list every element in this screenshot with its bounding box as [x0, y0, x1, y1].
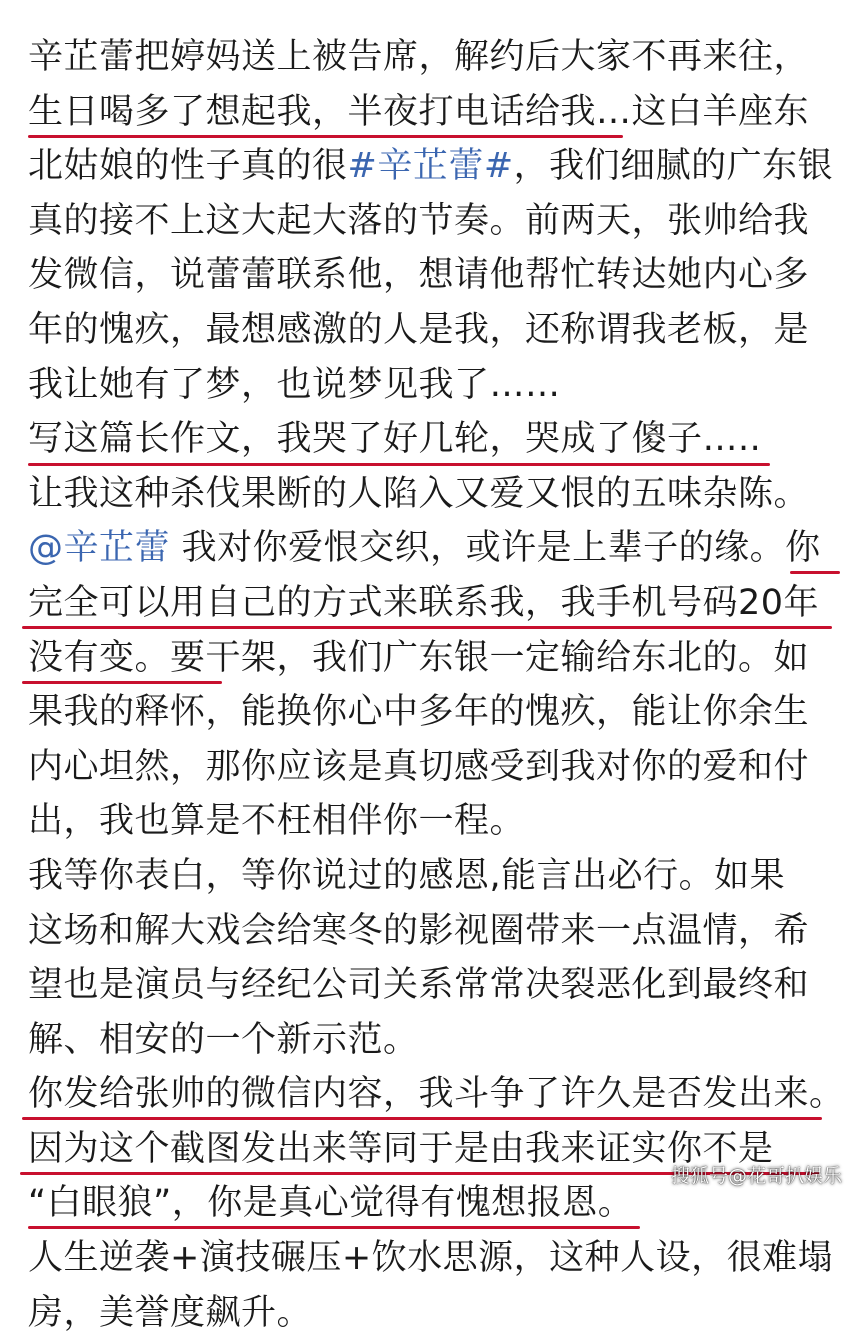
text-segment: 出，我也算是不枉相伴你一程。 — [28, 801, 526, 842]
red-underline — [22, 626, 832, 629]
mention-link[interactable]: @辛芷蕾 — [28, 528, 171, 569]
text-line-12 — [28, 631, 843, 686]
text-segment: 写这篇长作文，我哭了好几轮，哭成了傻子….. — [28, 419, 762, 460]
hashtag-link[interactable]: #辛芷蕾# — [347, 146, 514, 187]
text-line-19 — [28, 1013, 843, 1068]
text-line-16 — [28, 849, 843, 904]
red-underline — [22, 681, 222, 684]
text-segment: 我让她有了梦，也说梦见我了…… — [28, 364, 561, 405]
text-segment: 我等你表白，等你说过的感恩,能言出必行。如果 — [28, 855, 786, 896]
text-segment: 你发给张帅的微信内容，我斗争了许久是否发出来。 — [28, 1074, 845, 1115]
text-line-7 — [28, 358, 843, 413]
source-watermark: 搜狐号@花哥扒娱乐 — [670, 1165, 842, 1187]
text-line-23 — [28, 1231, 843, 1286]
text-line-14 — [28, 740, 843, 795]
text-segment: 我对你爱恨交织，或许是上辈子的缘。你 — [170, 528, 821, 569]
text-line-20 — [28, 1067, 843, 1122]
text-line-15 — [28, 794, 843, 849]
text-line-4 — [28, 194, 843, 249]
text-line-17 — [28, 904, 843, 959]
text-line-1 — [28, 30, 843, 85]
text-line-8 — [28, 412, 843, 467]
text-segment: 发微信，说蕾蕾联系他，想请他帮忙转达她内心多 — [28, 255, 810, 296]
red-underline — [28, 135, 623, 138]
text-segment: 年的愧疚，最想感激的人是我，还称谓我老板，是 — [28, 309, 810, 350]
text-segment: 真的接不上这大起大落的节奏。前两天，张帅给我 — [28, 200, 810, 241]
text-segment: 果我的释怀，能换你心中多年的愧疚，能让你余生 — [28, 692, 810, 733]
text-segment: 完全可以用自己的方式来联系我，我手机号码20年 — [28, 582, 820, 623]
text-line-11 — [28, 576, 843, 631]
text-segment: 这场和解大戏会给寒冬的影视圈带来一点温情，希 — [28, 910, 810, 951]
text-segment: 解、相安的一个新示范。 — [28, 1019, 419, 1060]
text-segment: 让我这种杀伐果断的人陷入又爱又恨的五味杂陈。 — [28, 473, 810, 514]
text-line-3 — [28, 139, 843, 194]
text-line-24 — [28, 1286, 843, 1340]
post-body — [28, 30, 843, 1340]
text-line-10 — [28, 521, 843, 576]
text-line-13 — [28, 685, 843, 740]
text-segment: 没有变。要干架，我们广东银一定输给东北的。如 — [28, 637, 810, 678]
text-segment: 生日喝多了想起我，半夜打电话给我…这白羊座东 — [28, 91, 810, 132]
text-line-5 — [28, 248, 843, 303]
text-segment: 北姑娘的性子真的很 — [28, 146, 348, 187]
text-segment: ，我们细腻的广东银 — [513, 146, 834, 187]
red-underline — [22, 1117, 822, 1120]
red-underline — [28, 1226, 640, 1229]
text-segment: “白眼狼”，你是真心觉得有愧想报恩。 — [28, 1183, 634, 1224]
text-segment: 人生逆袭+演技碾压+饮水思源，这种人设，很难塌 — [28, 1238, 834, 1279]
text-line-9 — [28, 467, 843, 522]
text-segment: 辛芷蕾把婷妈送上被告席，解约后大家不再来往， — [28, 37, 810, 77]
text-segment: 内心坦然，那你应该是真切感受到我对你的爱和付 — [28, 746, 810, 787]
text-segment: 因为这个截图发出来等同于是由我来证实你不是 — [28, 1128, 774, 1169]
text-segment: 望也是演员与经纪公司关系常常决裂恶化到最终和 — [28, 965, 810, 1006]
text-line-2 — [28, 85, 843, 140]
red-underline — [790, 571, 840, 574]
red-underline — [28, 463, 770, 466]
text-line-18 — [28, 958, 843, 1013]
text-segment: 房，美誉度飙升。 — [28, 1292, 313, 1333]
text-line-6 — [28, 303, 843, 358]
